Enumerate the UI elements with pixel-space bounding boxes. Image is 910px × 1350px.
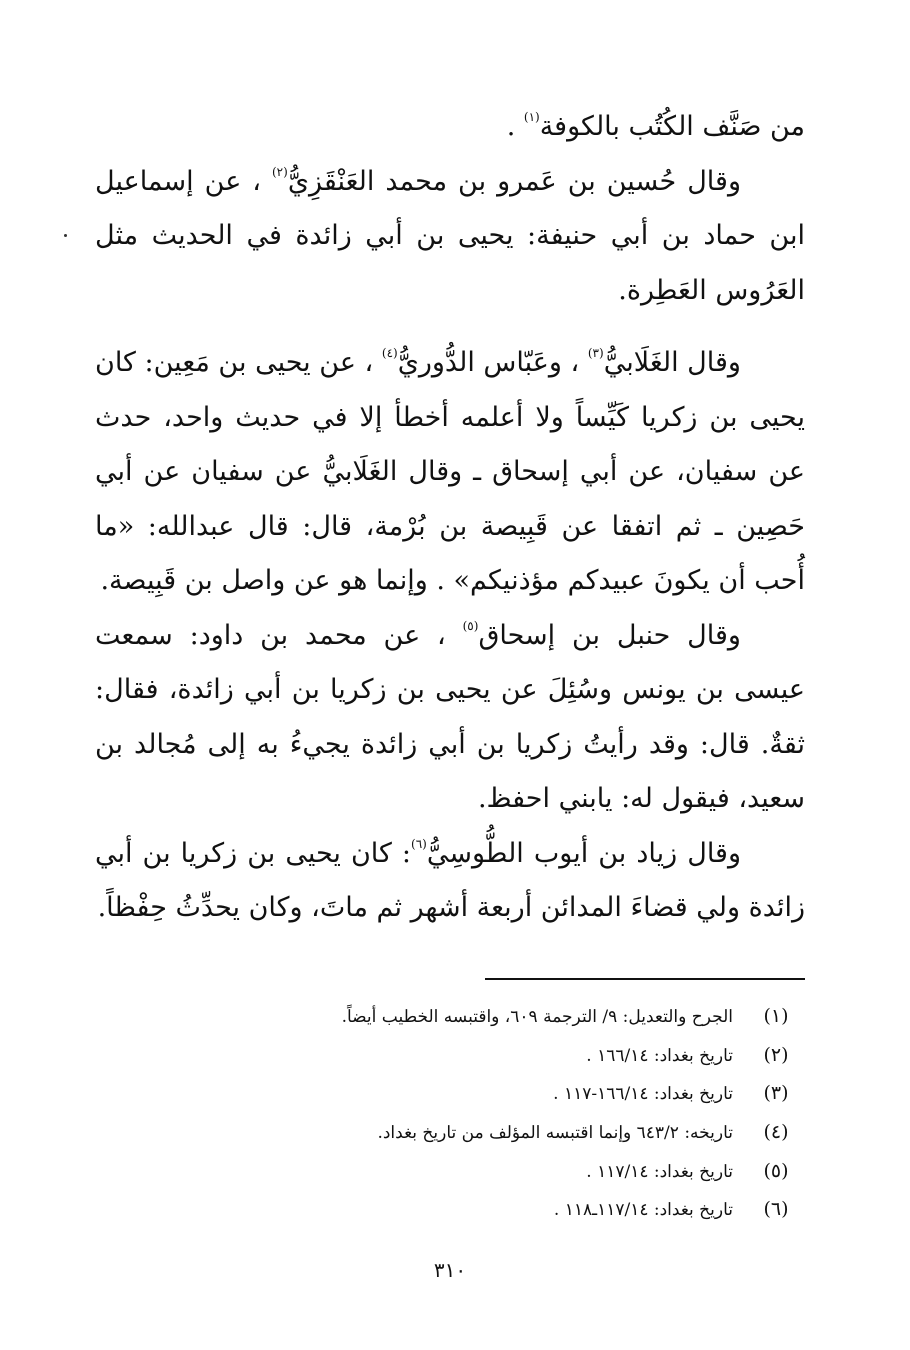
- footnote-text: تاريخ بغداد: ١٦٦/١٤-١١٧ .: [553, 1084, 733, 1105]
- footnote-3: [95, 1082, 805, 1121]
- footnote-1: [95, 1005, 805, 1044]
- footnote-number: (٢): [763, 1043, 789, 1066]
- paragraph-4: وقال حنبل بن إسحاق$^{(٥)}$ ، عن محمد بن داود: سمعت عيسى بن يونس وسُئِلَ عن يحيى بن زكريا بن أبي زائدة، فقال: ثقةٌ. قال: وقد رأيتُ زكريا بن أبي زائدة يجيءُ به إلى مُجالد بن سعيد، فيقول له: يابني احفظ.: [95, 618, 805, 814]
- footnote-ref-4: (٤): [381, 346, 398, 360]
- footnote-number: (٣): [763, 1082, 789, 1105]
- footnote-6: [95, 1198, 805, 1237]
- footnote-number: (٥): [763, 1159, 789, 1182]
- scan-speck: [64, 234, 67, 237]
- paragraph-3: وقال الغَلَابيُّ$^{(٣)}$ ، وعَبّاس الدُّوريُّ$^{(٤)}$ ، عن يحيى بن مَعِين: كان يحيى بن زكريا كَيِّساً ولا أعلمه أخطأ إلا في حديث واحد، حدث عن سفيان، عن أبي إسحاق ـ وقال الغَلَابيُّ عن سفيان عن أبي حَصِين ـ ثم اتفقا عن قَبِيصة بن بُرْمة، قال: قال عبدالله: «ما أُحب أن يكونَ عبيدكم مؤذنيكم» . وإنما هو عن واصل بن قَبِيصة.: [95, 346, 805, 596]
- footnote-text: تاريخ بغداد: ١٦٦/١٤ .: [586, 1045, 733, 1066]
- footnote-5: [95, 1160, 805, 1199]
- footnote-ref-2: (٢): [271, 164, 288, 179]
- footnote-number: (٦): [763, 1198, 789, 1221]
- paragraph-1: من صَنَّف الكُتُب بالكوفة$^{(١)}$ .: [506, 110, 805, 142]
- footnotes: [95, 1005, 805, 1237]
- page-number: ٣١٠: [433, 1258, 467, 1282]
- footnote-ref-3: (٣): [587, 346, 604, 360]
- footnote-ref-5: (٥): [462, 618, 479, 633]
- footnote-2: [95, 1044, 805, 1083]
- paragraph-5: وقال زياد بن أيوب الطُّوسِيُّ$^{(٦)}$: كان يحيى بن زكريا بن أبي زائدة ولي قضاءَ المدائن أربعة أشهر ثم ماتَ، وكان يحدِّثُ حِفْظاً.: [95, 836, 805, 923]
- footnote-number: (١): [763, 1005, 789, 1027]
- footnote-text: تاريخه: ٦٤٣/٢ وإنما اقتبسه المؤلف من تاريخ بغداد.: [377, 1123, 733, 1144]
- footnote-text: تاريخ بغداد: ١١٧/١٤ـ١١٨ .: [553, 1200, 733, 1221]
- footnote-separator: [485, 978, 805, 980]
- footnote-4: [95, 1121, 805, 1160]
- book-page: [95, 100, 805, 1320]
- footnote-ref-6: (٦): [411, 836, 427, 851]
- footnote-ref-1: (١): [523, 110, 540, 124]
- paragraph-2: وقال حُسين بن عَمرو بن محمد العَنْقَزِيُّ$^{(٢)}$ ، عن إسماعيل ابن حماد بن أبي حنيفة: يحيى بن أبي زائدة في الحديث مثل العَرُوس العَطِرة.: [95, 164, 805, 306]
- footnote-text: الجرح والتعديل: ٩/ الترجمة ٦٠٩، واقتبسه الخطيب أيضاً.: [341, 1007, 733, 1027]
- footnote-number: (٤): [763, 1121, 789, 1144]
- footnote-text: تاريخ بغداد: ١١٧/١٤ .: [586, 1161, 733, 1182]
- main-text: [95, 100, 805, 936]
